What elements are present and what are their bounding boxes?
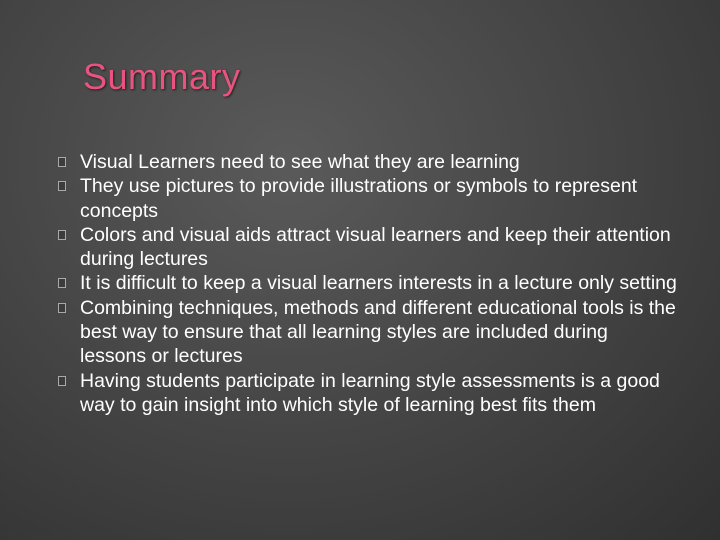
bullet-text: Combining techniques, methods and different educational tools is the best way to ensure that all learning styles are included during lessons or lectures [80,296,676,368]
bullet-item [58,223,678,272]
bullet-item [58,296,678,369]
bullet-text: Visual Learners need to see what they are learning [80,151,520,173]
bullet-item [58,369,678,418]
bullet-text: It is difficult to keep a visual learners interests in a lecture only setting [80,272,677,295]
square-bullet-icon [58,278,66,288]
bullet-text: Having students participate in learning style assessments is a good way to gain insight into which style of learning best fits them [80,369,660,416]
square-bullet-icon [58,181,66,191]
bullet-item [58,271,678,295]
square-bullet-icon [58,230,66,240]
bullet-list [58,150,678,417]
square-bullet-icon [58,376,66,386]
bullet-item [58,150,678,174]
bullet-text: Colors and visual aids attract visual learners and keep their attention during lectures [80,223,671,271]
bullet-item [58,174,678,223]
bullet-text: They use pictures to provide illustrations or symbols to represent concepts [80,175,638,222]
square-bullet-icon [58,157,66,167]
slide-title: Summary [83,56,241,97]
square-bullet-icon [58,303,66,313]
